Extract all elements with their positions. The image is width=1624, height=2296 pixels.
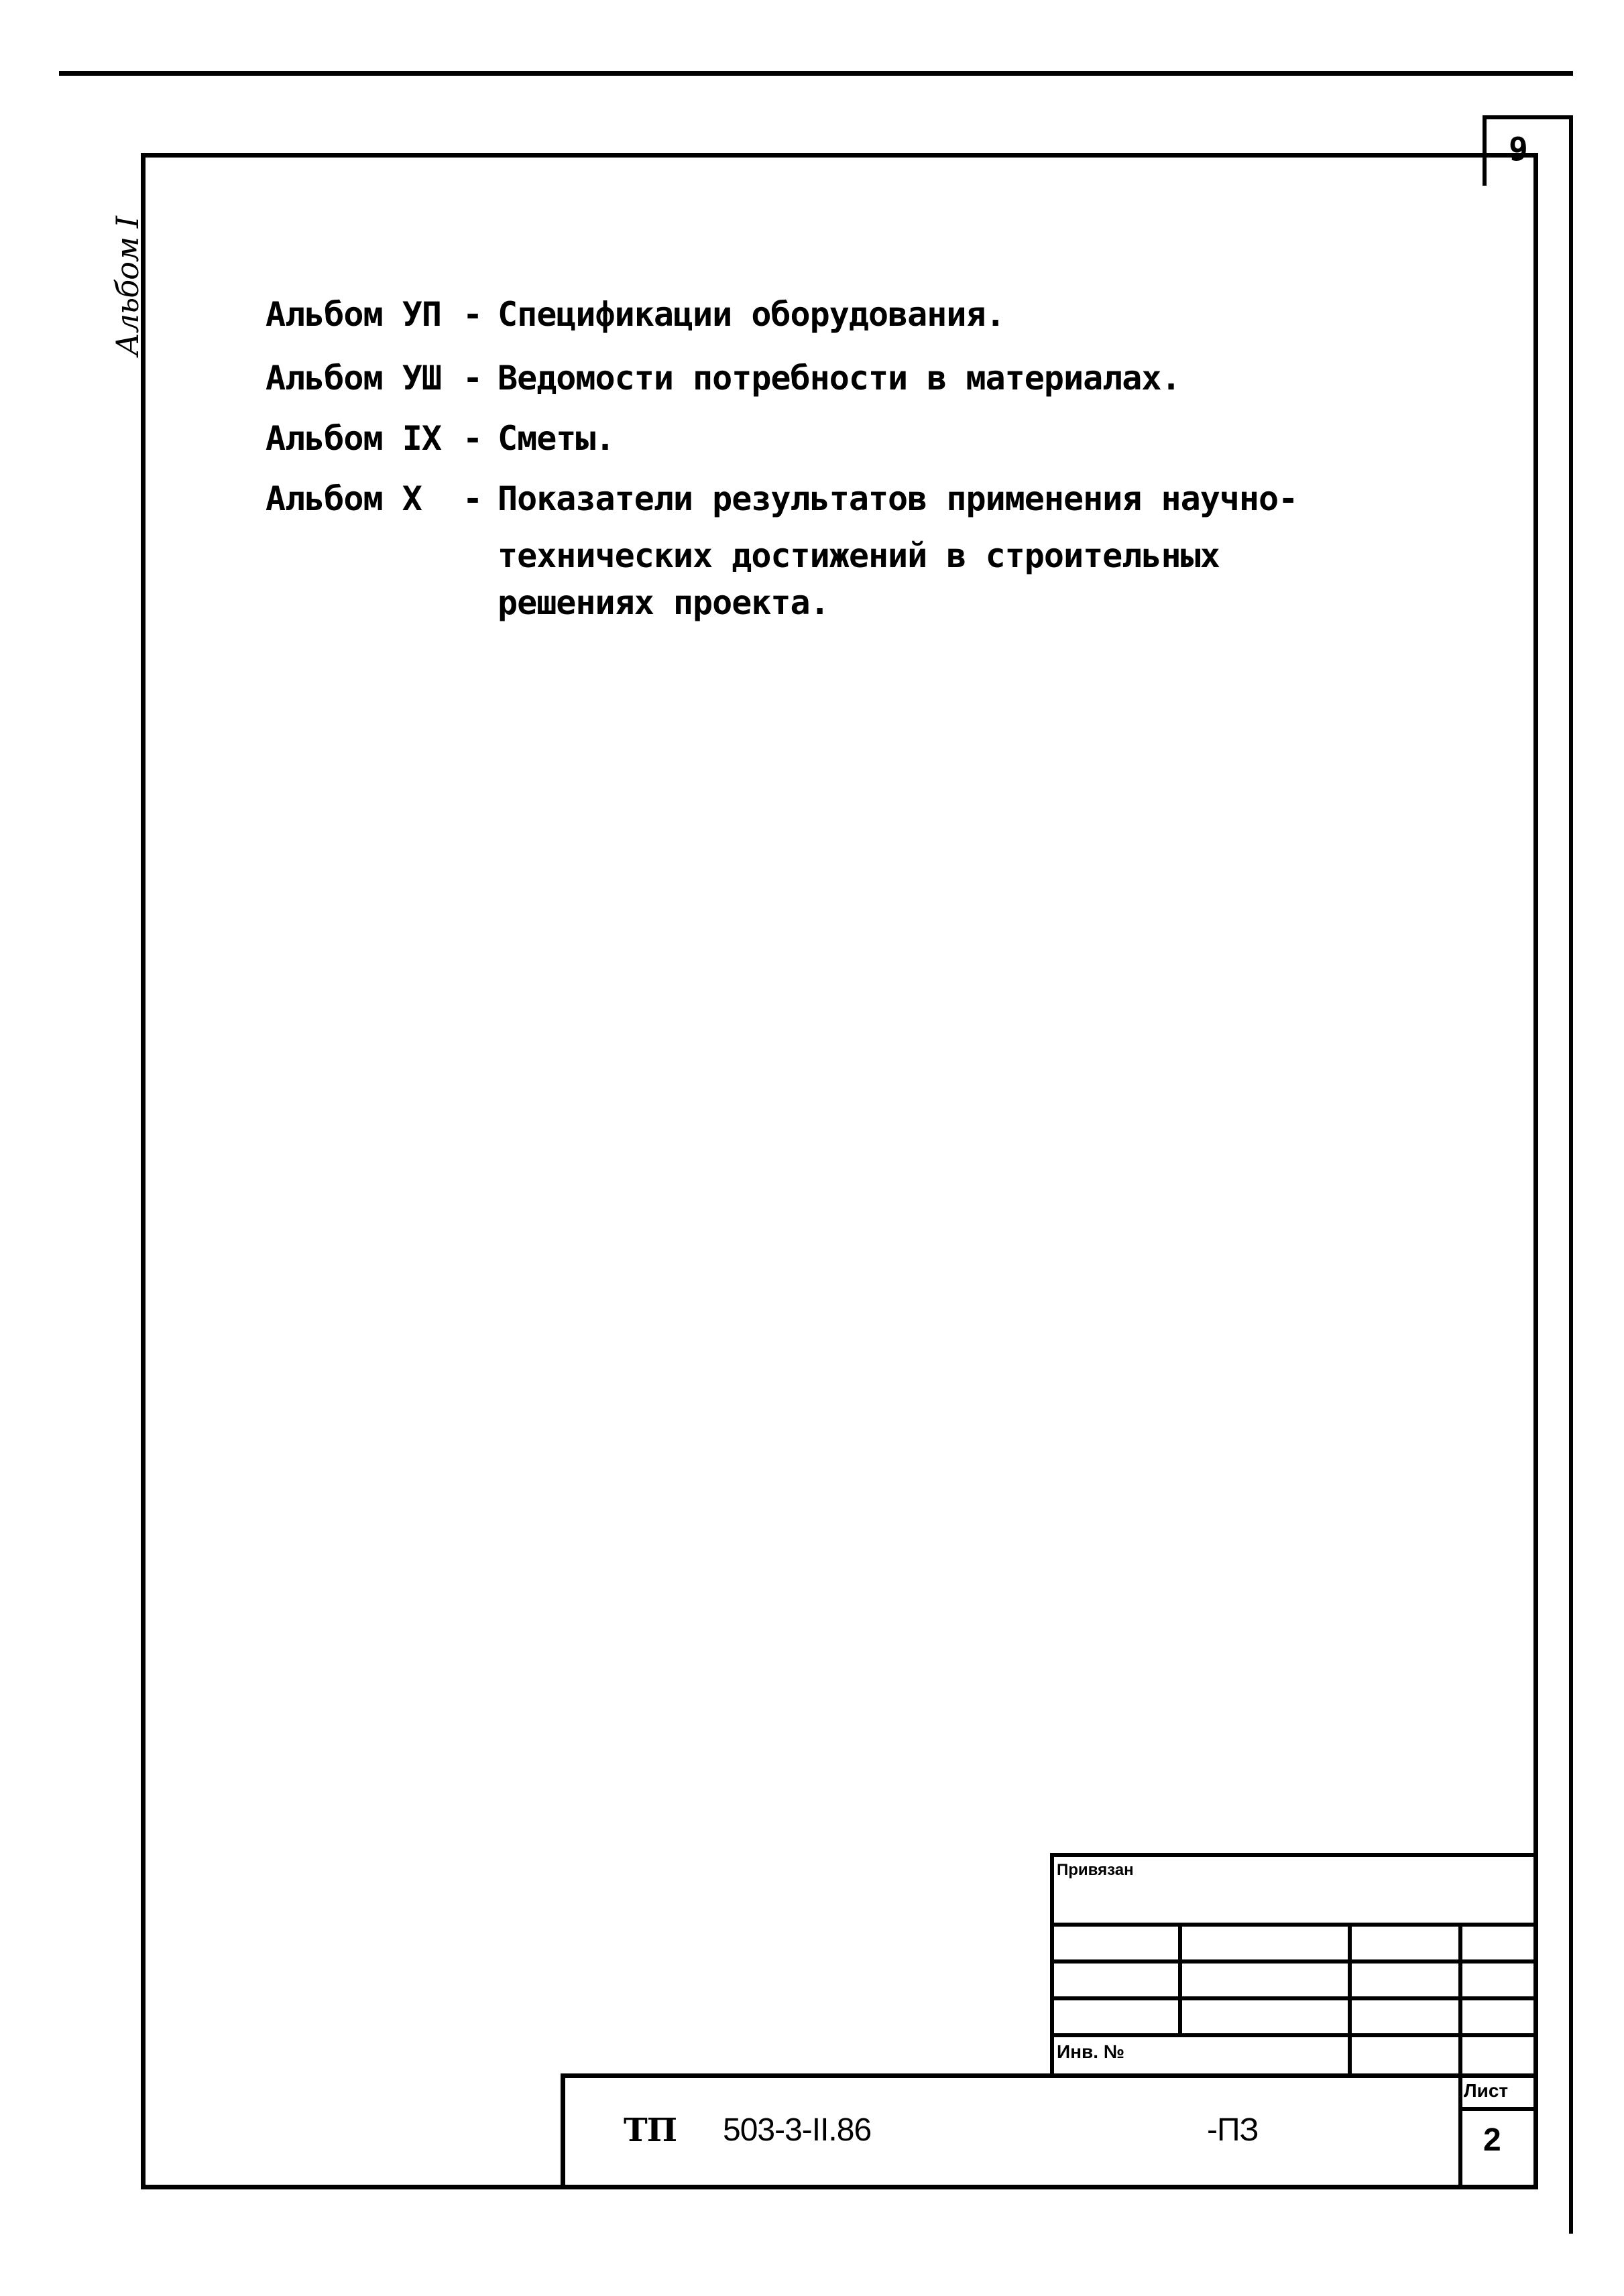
album-desc: решениях проекта. xyxy=(498,583,829,622)
dash: - xyxy=(463,479,483,518)
stamp-line xyxy=(561,2073,1538,2078)
album-desc: Показатели результатов применения научно- xyxy=(498,479,1298,518)
stamp-line xyxy=(1050,2033,1538,2037)
sheet-number: 2 xyxy=(1483,2122,1501,2158)
album-desc: технических достижений в строительных xyxy=(498,536,1220,575)
dash: - xyxy=(463,295,483,334)
stamp-line xyxy=(1178,1923,1182,2035)
dash: - xyxy=(463,419,483,458)
stamp-line xyxy=(1348,1923,1352,2075)
doc-code: 503-3-II.86 xyxy=(723,2112,872,2148)
inventory-label: Инв. № xyxy=(1057,2041,1125,2062)
doc-prefix: ТП xyxy=(624,2112,677,2149)
page-number: 9 xyxy=(1509,131,1527,168)
album-name: Альбом УШ xyxy=(266,359,441,398)
dash: - xyxy=(463,359,483,398)
stamp-line xyxy=(1458,2107,1538,2111)
top-rule xyxy=(59,71,1573,76)
album-name: Альбом УП xyxy=(266,295,441,334)
stamp-line xyxy=(1050,1923,1538,1927)
stamp-line xyxy=(1050,1996,1538,2000)
stamp-line xyxy=(1050,1853,1538,1857)
album-desc: Спецификации оборудования. xyxy=(498,295,1005,334)
album-desc: Сметы. xyxy=(498,419,615,458)
privyazan-label: Привязан xyxy=(1057,1861,1134,1879)
side-album-label: Альбом I xyxy=(109,217,146,356)
right-outer-line xyxy=(1569,115,1573,2234)
doc-suffix: -ПЗ xyxy=(1207,2112,1259,2148)
stamp-line xyxy=(1458,1923,1462,2189)
drawing-frame xyxy=(141,153,1538,2189)
stamp-line xyxy=(1050,1959,1538,1963)
album-name: Альбом X xyxy=(266,479,422,518)
page-box-top xyxy=(1483,115,1573,119)
album-desc: Ведомости потребности в материалах. xyxy=(498,359,1181,398)
sheet-label: Лист xyxy=(1464,2080,1509,2101)
stamp-line xyxy=(1050,1853,1054,2077)
album-name: Альбом IX xyxy=(266,419,441,458)
stamp-line xyxy=(561,2073,565,2189)
